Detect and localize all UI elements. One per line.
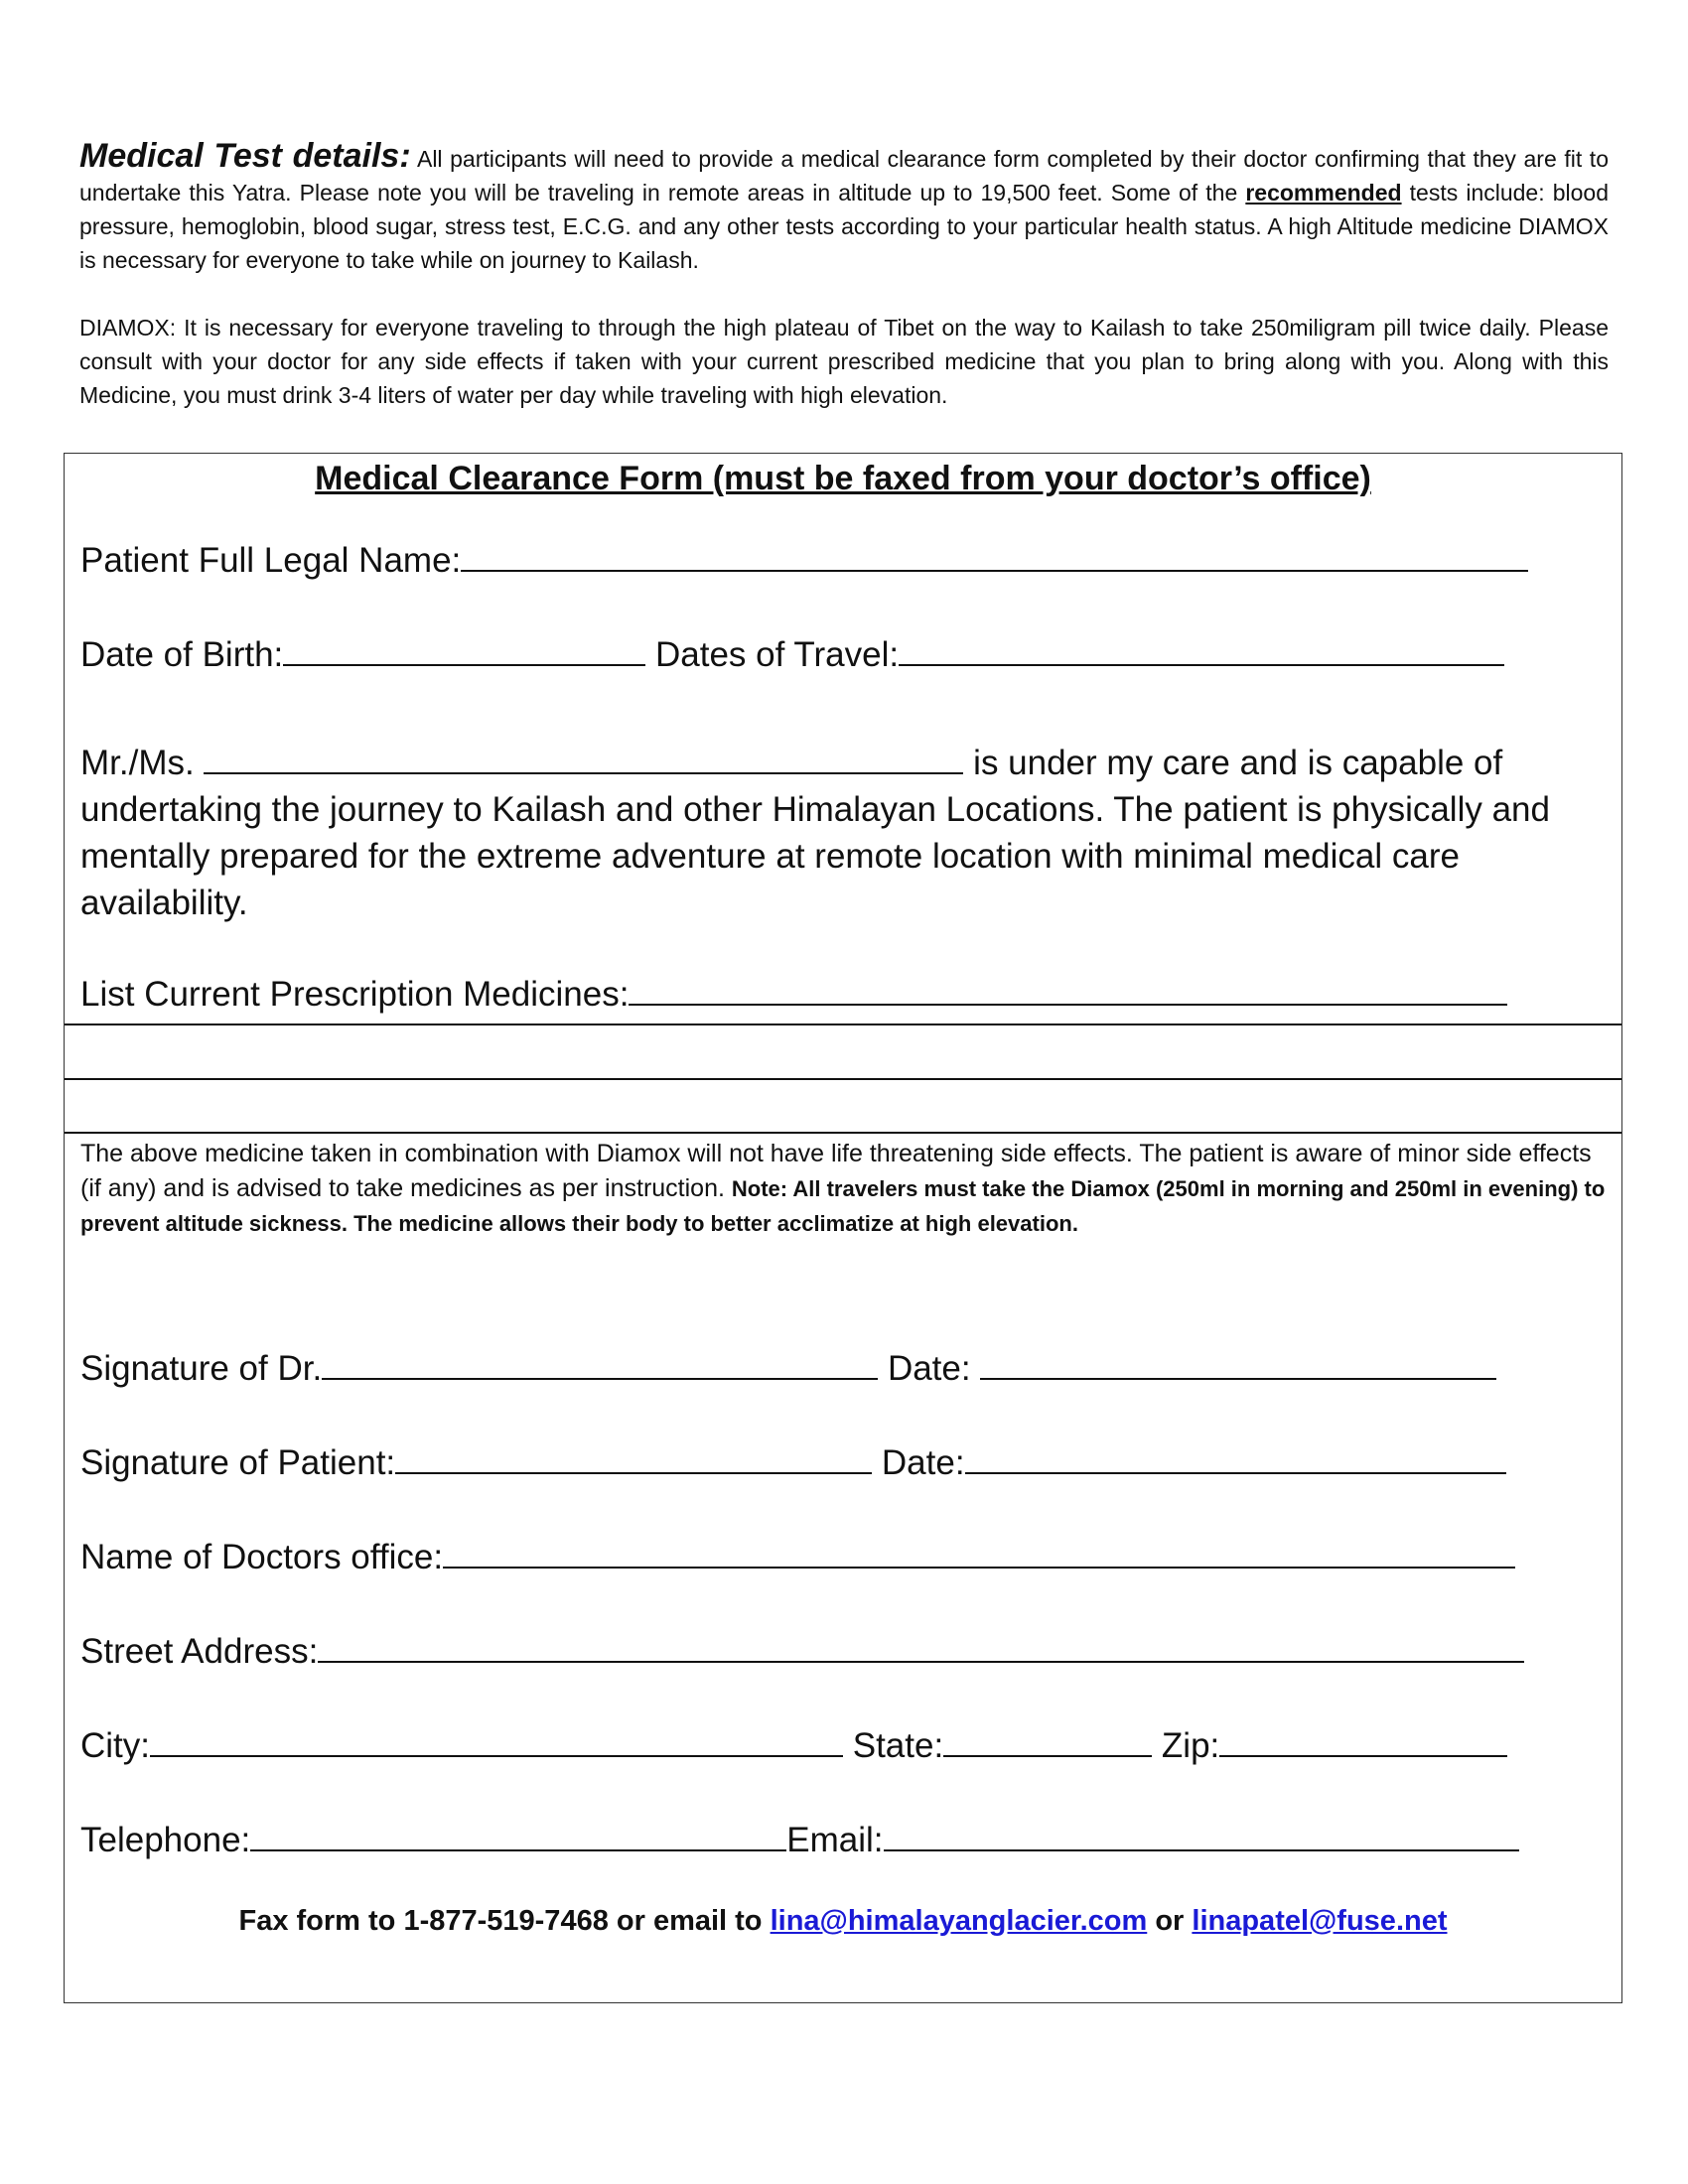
telephone-field[interactable] bbox=[250, 1820, 786, 1851]
doctors-office-field[interactable] bbox=[443, 1537, 1515, 1569]
email-label: Email: bbox=[786, 1821, 884, 1859]
patient-signature-field[interactable] bbox=[395, 1442, 872, 1474]
doctor-signature-row bbox=[80, 1347, 1496, 1391]
state-label: State: bbox=[852, 1726, 944, 1765]
or-text: or bbox=[1147, 1905, 1193, 1937]
intro-section bbox=[79, 139, 1609, 412]
patient-date-label: Date: bbox=[881, 1443, 965, 1482]
telephone-email-row bbox=[80, 1819, 1519, 1862]
doctor-signature-field[interactable] bbox=[322, 1348, 878, 1380]
city-field[interactable] bbox=[150, 1725, 843, 1757]
prescription-line-1[interactable] bbox=[65, 1024, 1621, 1025]
patient-name-row bbox=[80, 539, 1528, 583]
patient-name-inline-field[interactable] bbox=[204, 743, 963, 774]
fax-instructions bbox=[65, 1905, 1621, 1938]
care-statement: is under my care and is capable of undertaking the journey to Kailash and other Himalayan Locations. The patient is physically and mentally prepared for the extreme adventure at remote location with minimal medical care availability. bbox=[80, 744, 1550, 922]
prescriptions-label: List Current Prescription Medicines: bbox=[80, 975, 630, 1014]
doctor-date-label: Date: bbox=[887, 1349, 981, 1388]
travel-dates-label: Dates of Travel: bbox=[655, 635, 900, 674]
fax-text: Fax form to 1-877-519-7468 or email to bbox=[238, 1905, 771, 1937]
side-effects-text: The above medicine taken in combination with Diamox will not have life threatening side effects. The patient is aware of minor side effects (if any) and is advised to take medicines as per instruction. bbox=[80, 1140, 1592, 1202]
intro-heading: Medical Test details: bbox=[79, 137, 411, 175]
prescriptions-row bbox=[80, 973, 1507, 1017]
dob-field[interactable] bbox=[283, 634, 645, 666]
mr-ms-label: Mr./Ms. bbox=[80, 744, 205, 782]
doctors-office-label: Name of Doctors office: bbox=[80, 1538, 444, 1576]
patient-name-field[interactable] bbox=[461, 540, 1528, 572]
patient-signature-row bbox=[80, 1441, 1506, 1485]
dob-label: Date of Birth: bbox=[80, 635, 284, 674]
intro-text-1: All participants will need to provide a medical clearance form completed by their doctor confirming that they are fit to undertake this Yatra. Please note you will be traveling in remote areas in altitude up to 19,500 feet. Some of the bbox=[79, 146, 1609, 205]
street-address-field[interactable] bbox=[318, 1631, 1524, 1663]
doctors-office-row bbox=[80, 1536, 1515, 1579]
intro-text-2: tests include: blood pressure, hemoglobin, blood sugar, stress test, E.C.G. and any other tests according to your particular health status. A high Altitude medicine DIAMOX is necessary for everyone to take while on journey to Kailash. bbox=[79, 180, 1609, 273]
form-title: Medical Clearance Form (must be faxed from your doctor’s office) bbox=[315, 460, 1371, 497]
prescriptions-field[interactable] bbox=[629, 974, 1507, 1006]
diamox-paragraph: DIAMOX: It is necessary for everyone traveling to through the high plateau of Tibet on the way to Kailash to take 250miligram pill twice daily. Please consult with your doctor for any side effects if taken with your current prescribed medicine that you plan to bring along with you. Along with this Medicine, you must drink 3-4 liters of water per day while traveling with high elevation. bbox=[79, 315, 1609, 408]
doctor-date-field[interactable] bbox=[980, 1348, 1496, 1380]
patient-signature-label: Signature of Patient: bbox=[80, 1443, 396, 1482]
street-address-label: Street Address: bbox=[80, 1632, 319, 1671]
side-effects-statement bbox=[80, 1137, 1610, 1241]
telephone-label: Telephone: bbox=[80, 1821, 251, 1859]
email-field[interactable] bbox=[884, 1820, 1519, 1851]
medical-clearance-form bbox=[64, 453, 1622, 2003]
zip-label: Zip: bbox=[1161, 1726, 1220, 1765]
street-address-row bbox=[80, 1630, 1524, 1674]
state-field[interactable] bbox=[943, 1725, 1152, 1757]
city-state-zip-row bbox=[80, 1724, 1507, 1768]
diamox-note: Note: All travelers must take the Diamox (250ml in morning and 250ml in evening) to prevent altitude sickness. The medicine allows their body to better acclimatize at high elevation. bbox=[80, 1176, 1606, 1236]
email-link-1[interactable]: lina@himalayanglacier.com bbox=[770, 1905, 1148, 1937]
travel-dates-field[interactable] bbox=[899, 634, 1504, 666]
patient-date-field[interactable] bbox=[965, 1442, 1506, 1474]
zip-field[interactable] bbox=[1219, 1725, 1507, 1757]
prescription-line-3[interactable] bbox=[65, 1132, 1621, 1134]
patient-name-label: Patient Full Legal Name: bbox=[80, 541, 462, 580]
care-statement-block bbox=[80, 740, 1610, 926]
doctor-signature-label: Signature of Dr. bbox=[80, 1349, 323, 1388]
intro-paragraph bbox=[79, 139, 1609, 277]
dob-travel-row bbox=[80, 633, 1504, 677]
recommended-word: recommended bbox=[1245, 180, 1402, 205]
city-label: City: bbox=[80, 1726, 150, 1765]
email-link-2[interactable]: linapatel@fuse.net bbox=[1192, 1905, 1448, 1937]
prescription-line-2[interactable] bbox=[65, 1078, 1621, 1080]
